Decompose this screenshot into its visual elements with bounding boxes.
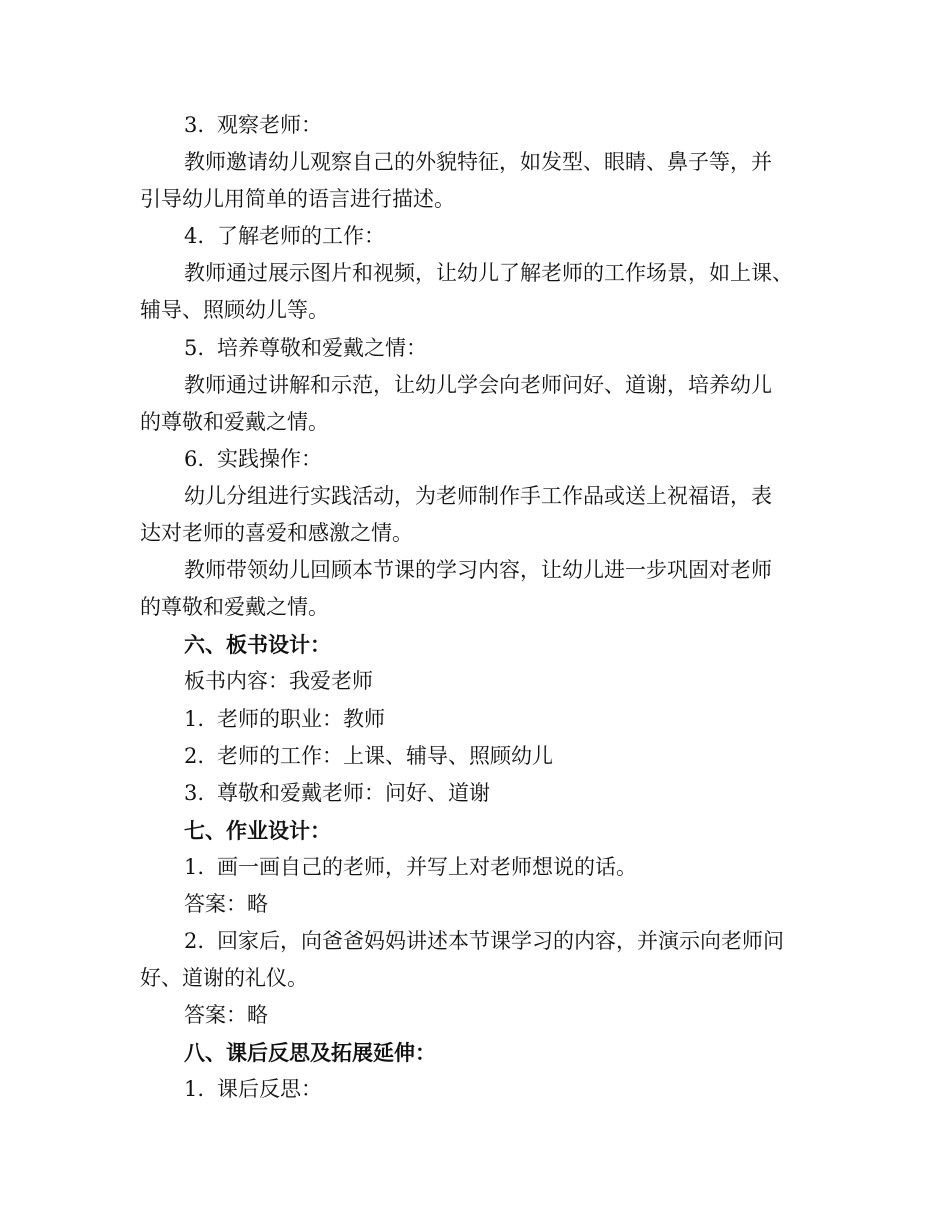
list-item-heading	[140, 441, 820, 478]
paragraph-line: 辅导、照顾幼儿等。	[140, 298, 329, 323]
list-item	[140, 923, 820, 960]
item-number: 2.	[184, 929, 205, 954]
paragraph-line: 答案：略	[184, 891, 268, 916]
list-item	[140, 775, 820, 812]
section-heading: 七、作业设计：	[184, 817, 331, 843]
item-text: 课后反思：	[217, 1077, 322, 1102]
paragraph-line: 教师邀请幼儿观察自己的外貌特征，如发型、眼睛、鼻子等，并	[184, 150, 772, 175]
paragraph-line: 教师带领幼儿回顾本节课的学习内容，让幼儿进一步巩固对老师	[184, 558, 772, 583]
item-text: 培养尊敬和爱戴之情：	[217, 335, 427, 360]
item-text: 尊敬和爱戴老师：问好、道谢	[217, 780, 490, 805]
list-item	[140, 1071, 820, 1108]
list-item-heading	[140, 330, 820, 367]
item-number: 3.	[184, 113, 205, 137]
item-text: 老师的工作：上课、辅导、照顾幼儿	[217, 743, 553, 768]
item-number: 3.	[184, 780, 205, 805]
list-item-heading	[140, 107, 820, 144]
section-heading: 六、板书设计：	[184, 632, 331, 658]
section-heading: 八、课后反思及拓展延伸：	[184, 1040, 436, 1066]
paragraph-line: 好、道谢的礼仪。	[140, 966, 308, 991]
list-item	[140, 849, 820, 886]
item-text: 画一画自己的老师，并写上对老师想说的话。	[217, 854, 637, 879]
item-number: 2.	[184, 743, 205, 768]
item-number: 1.	[184, 1077, 205, 1102]
item-number: 1.	[184, 706, 205, 731]
item-text: 实践操作：	[217, 446, 322, 471]
list-item	[140, 701, 820, 738]
item-number: 4.	[184, 224, 205, 249]
paragraph-line: 引导幼儿用简单的语言进行描述。	[140, 187, 455, 212]
paragraph-line: 答案：略	[184, 1003, 268, 1028]
item-text: 观察老师：	[217, 113, 322, 137]
paragraph-line: 的尊敬和爱戴之情。	[140, 595, 329, 620]
item-number: 5.	[184, 335, 205, 360]
list-item-heading	[140, 218, 820, 255]
paragraph-line: 的尊敬和爱戴之情。	[140, 409, 329, 434]
document-page	[140, 107, 820, 1109]
paragraph-line: 教师通过展示图片和视频，让幼儿了解老师的工作场景，如上课、	[184, 261, 793, 286]
list-item	[140, 738, 820, 775]
item-number: 6.	[184, 446, 205, 471]
paragraph-line: 板书内容：我爱老师	[184, 669, 373, 694]
paragraph-line: 幼儿分组进行实践活动，为老师制作手工作品或送上祝福语，表	[184, 483, 772, 508]
item-text: 回家后，向爸爸妈妈讲述本节课学习的内容，并演示向老师问	[217, 929, 784, 954]
item-number: 1.	[184, 854, 205, 879]
item-text: 了解老师的工作：	[217, 224, 385, 249]
paragraph-line: 教师通过讲解和示范，让幼儿学会向老师问好、道谢，培养幼儿	[184, 372, 772, 397]
paragraph-line: 达对老师的喜爱和感激之情。	[140, 521, 413, 546]
item-text: 老师的职业：教师	[217, 706, 385, 731]
